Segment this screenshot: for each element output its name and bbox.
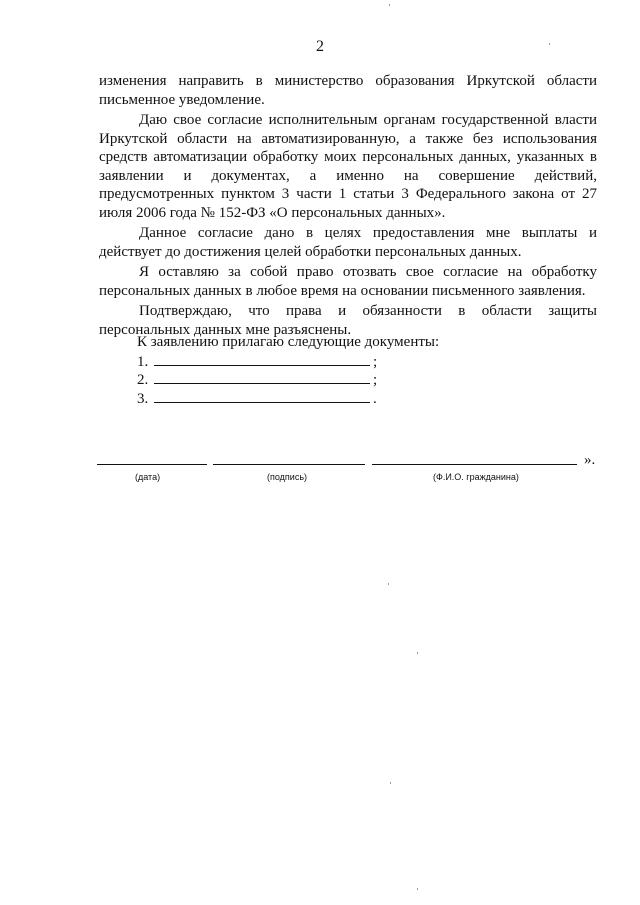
attachment-number: 1. xyxy=(137,353,149,370)
attachments-heading: К заявлению прилагаю следующие документы: xyxy=(137,334,440,350)
paragraph-5: Подтверждаю, что права и обязанности в области защиты персональных данных мне разъяснены. xyxy=(99,303,597,338)
paragraph-2: Даю свое согласие исполнительным органам государственной власти Иркутской области на автоматизированную, а также без использования средств автоматизации обработку моих персональных данных, указанных в заявлении и документах, а именно на совершение действий, предусмотренных пунктом 3 части 1 статьи 3 Федерального закона от 27 июля 2006 года № 152-ФЗ «О персональных данных». xyxy=(99,112,597,221)
full-name-caption: (Ф.И.О. гражданина) xyxy=(433,472,519,482)
scan-speck xyxy=(417,652,418,654)
attachment-blank-line[interactable] xyxy=(154,352,370,366)
attachment-number: 2. xyxy=(137,372,149,388)
date-caption: (дата) xyxy=(135,472,161,482)
attachment-item-1 xyxy=(137,352,439,371)
scan-speck xyxy=(390,782,391,784)
signature-caption: (подпись) xyxy=(267,472,308,482)
scan-speck xyxy=(389,4,390,6)
attachment-number: 3. xyxy=(137,390,149,407)
scan-speck xyxy=(549,43,550,45)
attachment-item-3 xyxy=(137,389,439,408)
signature-row xyxy=(97,452,607,492)
attachments-section xyxy=(137,333,439,407)
scan-speck xyxy=(388,583,389,585)
attachment-blank-line[interactable] xyxy=(154,370,370,384)
attachment-item-2 xyxy=(137,370,439,389)
full-name-line[interactable] xyxy=(372,464,577,465)
attachment-punctuation: . xyxy=(373,390,377,407)
date-line[interactable] xyxy=(97,464,207,465)
paragraph-4: Я оставляю за собой право отозвать свое согласие на обработку персональных данных в любое время на основании письменного заявления. xyxy=(99,264,597,299)
attachment-punctuation: ; xyxy=(373,353,378,370)
paragraph-3: Данное согласие дано в целях предоставления мне выплаты и действует до достижения целей обработки персональных данных. xyxy=(99,225,597,260)
attachment-blank-line[interactable] xyxy=(154,389,370,403)
paragraph-1: изменения направить в министерство образования Иркутской области письменное уведомление. xyxy=(99,73,597,108)
consent-text xyxy=(99,72,597,339)
closing-quote: ». xyxy=(584,452,596,468)
page-number: 2 xyxy=(316,38,324,55)
signature-line[interactable] xyxy=(213,464,365,465)
attachment-punctuation: ; xyxy=(373,372,378,388)
scan-speck xyxy=(417,888,418,890)
